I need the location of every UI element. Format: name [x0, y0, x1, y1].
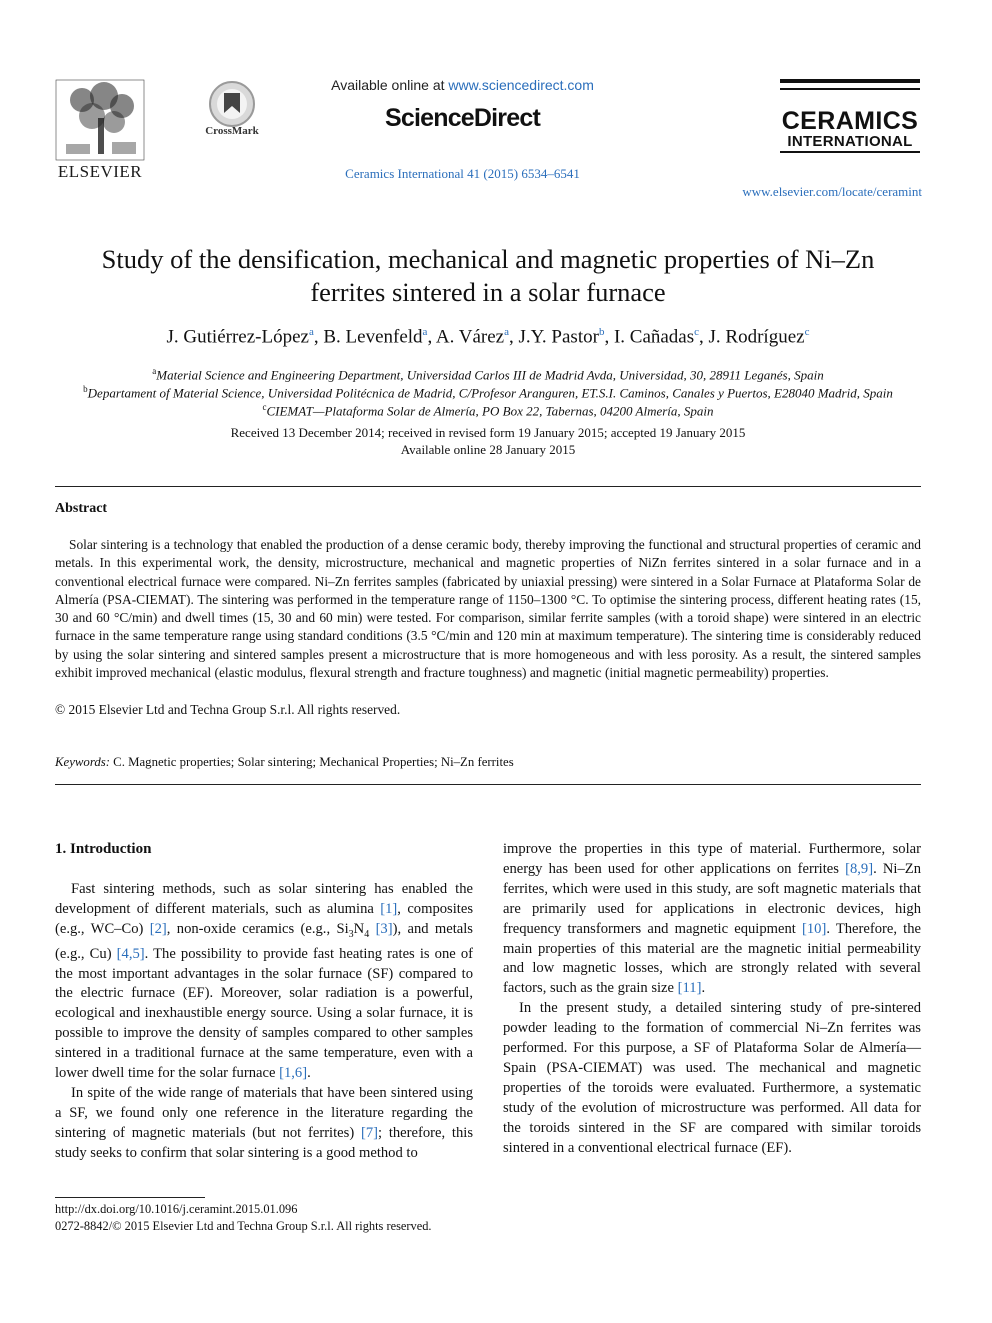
- journal-logo-bar-top-thin: [780, 88, 920, 90]
- divider-bottom: [55, 784, 921, 785]
- footer-info: [55, 1201, 432, 1235]
- citation-link[interactable]: [1]: [380, 900, 398, 917]
- affiliation-mark: b: [83, 384, 88, 394]
- available-online-prefix: Available online at: [331, 77, 449, 93]
- subscript: 3: [348, 928, 354, 940]
- paragraph: [503, 999, 921, 1158]
- journal-logo-bar-top: [780, 79, 920, 83]
- text-run: N: [353, 920, 365, 937]
- text-run: In spite of the wide range of materials that have been sintered using a SF, we found only one reference in the literature regarding the sintering of magnetic materials (but not ferrites): [55, 1084, 473, 1141]
- citation-link[interactable]: [4,5]: [116, 945, 145, 962]
- author-affiliation-mark[interactable]: c: [694, 326, 700, 338]
- text-run: .: [307, 1065, 311, 1082]
- article-title: [55, 243, 921, 309]
- sciencedirect-link[interactable]: www.sciencedirect.com: [448, 77, 594, 93]
- doi-link[interactable]: http://dx.doi.org/10.1016/j.ceramint.2015.01.096: [55, 1202, 298, 1216]
- citation-link[interactable]: [11]: [677, 980, 702, 997]
- author-affiliation-mark[interactable]: a: [504, 326, 510, 338]
- citation-link[interactable]: [3]: [375, 920, 393, 937]
- paragraph: [55, 880, 473, 1084]
- text-run: improve the properties in this type of material. Furthermore, solar energy has been used for other applications on ferrites: [503, 841, 921, 877]
- section-heading: 1. Introduction: [55, 841, 152, 857]
- journal-citation-link[interactable]: Ceramics International 41 (2015) 6534–6541: [345, 166, 580, 181]
- received-dates: Received 13 December 2014; received in revised form 19 January 2015; accepted 19 January 2015: [230, 425, 746, 440]
- author-affiliation-mark[interactable]: b: [598, 326, 605, 338]
- text-run: , composites (e.g., WC–Co): [55, 900, 473, 937]
- text-run: Fast sintering methods, such as solar sintering has enabled the development of different materials, such as alumina: [55, 881, 473, 917]
- citation-link[interactable]: [1,6]: [279, 1065, 308, 1082]
- abstract-heading: Abstract: [55, 501, 108, 516]
- author-name[interactable]: J.Y. Pastor: [518, 326, 599, 348]
- affiliation-c: [40, 398, 936, 420]
- crossmark-label: CrossMark: [205, 125, 259, 137]
- abstract-copyright: © 2015 Elsevier Ltd and Techna Group S.r.l. All rights reserved.: [55, 702, 401, 717]
- text-run: . Ni–Zn ferrites, which were used in this study, are soft magnetic materials that are primarily used for applications in electronic devices, high frequency transformers and magnetic equipment: [503, 860, 921, 937]
- issn-copyright: 0272-8842/© 2015 Elsevier Ltd and Techna Group S.r.l. All rights reserved.: [55, 1219, 432, 1233]
- footnote-divider: [55, 1197, 205, 1198]
- text-run: ; therefore, this study seeks to confirm that solar sintering is a good method to: [55, 1124, 473, 1161]
- available-online-line: [300, 77, 625, 93]
- affiliation-mark: a: [152, 366, 157, 376]
- keywords-label: Keywords:: [55, 755, 110, 769]
- text-run: . Therefore, the main properties of this material are the magnetic initial permeability and low magnetic losses, which are strongly related with several factors, such as the grain size: [503, 920, 921, 997]
- author-affiliation-mark[interactable]: a: [422, 326, 428, 338]
- affiliation-text: Departament of Material Science, Universidad Politécnica de Madrid, C/Profesor Aranguren, ET.S.I. Caminos, Canales y Puertos, E28040 Madrid, Spain: [87, 385, 893, 401]
- citation-link[interactable]: [7]: [360, 1124, 378, 1141]
- paragraph: [55, 1084, 473, 1164]
- publisher-logo-text: ELSEVIER: [57, 162, 143, 181]
- journal-logo-bar-bottom: [780, 151, 920, 153]
- author-list: J. Gutiérrez-López$^a$, B. Levenfeld$^a$, A. Várez$^a$, J.Y. Pastor$^b$, I. Cañadas$^c$, J. Rodríguez$^c$: [166, 326, 810, 348]
- text-run: , non-oxide ceramics (e.g., Si: [166, 920, 349, 937]
- citation-link[interactable]: [10]: [801, 920, 827, 937]
- abstract-body: [55, 536, 921, 682]
- text-run: .: [701, 980, 706, 997]
- affiliation-mark: c: [262, 402, 267, 412]
- text-run: ), and metals (e.g., Cu): [55, 920, 473, 962]
- keywords: [55, 755, 514, 770]
- author-name[interactable]: J. Gutiérrez-López: [166, 326, 309, 348]
- article-title-line-2: ferrites sintered in a solar furnace: [310, 277, 666, 307]
- available-online-date: Available online 28 January 2015: [400, 442, 576, 457]
- author-name[interactable]: A. Várez: [435, 326, 505, 348]
- paragraph: [503, 840, 921, 999]
- body-column-right: [503, 840, 921, 1159]
- text-run: In the present study, a detailed sintering study of pre-sintered powder leading to the formation of commercial Ni–Zn ferrites was performed. For this purpose, a SF of Plataforma Solar de Almería—Spain (PSA-CIEMAT) was used. The mechanical and magnetic properties of the toroids were evaluated. Furthermore, a systematic study of the evolution of microstructure was performed. All data for the toroids sintered in the SF are compared with similar toroids sintered in a conventional electrical furnace (EF).: [503, 1000, 921, 1156]
- abstract-text: Solar sintering is a technology that enabled the production of a dense ceramic body, thereby improving the functional and structural properties of ceramic and metals. In this experimental work, the density, microstructure, mechanical and magnetic properties of NiZn ferrites sintered in a solar furnace and in a conventional electrical furnace were compared. Ni–Zn ferrites samples (fabricated by uniaxial pressing) were sintered in a Solar Furnace at Plataforma Solar de Almería (PSA-CIEMAT). The sintering was performed in the temperature range of 1150–1300 °C. To optimise the sintering process, different heating rates (15, 30 and 60 °C/min) and dwell times (15, 30 and 60 min) were tested. For comparison, similar ferrite samples (with a toroid shape) were sintered in an electric furnace in the same temperature range using standard conditions (3.5 °C/min and 120 min at maximum temperature). The sintering time is considerably reduced by using the solar sintering and sintered samples present a microstructure that is more homogeneous and with less porosity. As a result, the sintered samples exhibit improved mechanical (elastic modulus, flexural strength and fracture toughness) and magnetic (initial magnetic permeability) properties.: [55, 537, 921, 681]
- author-name[interactable]: I. Cañadas: [613, 326, 695, 348]
- article-title-line-1: Study of the densification, mechanical and magnetic properties of Ni–Zn: [101, 244, 875, 274]
- affiliation-text: CIEMAT—Plataforma Solar de Almería, PO Box 22, Tabernas, 04200 Almería, Spain: [266, 403, 714, 419]
- journal-homepage-link[interactable]: www.elsevier.com/locate/ceramint: [742, 184, 922, 199]
- citation-link[interactable]: [2]: [149, 920, 167, 937]
- sciencedirect-logo: ScienceDirect: [385, 104, 540, 132]
- author-name[interactable]: J. Rodríguez: [708, 326, 805, 348]
- citation-link[interactable]: [8,9]: [845, 860, 874, 877]
- body-column-left: [55, 880, 473, 1164]
- author-name[interactable]: B. Levenfeld: [323, 326, 423, 348]
- subscript: 4: [364, 928, 370, 940]
- journal-name-international: INTERNATIONAL: [787, 133, 913, 150]
- text-run: . The possibility to provide fast heating rates is one of the most important advantages in the solar furnace (SF) compared to the electric furnace (EF). Moreover, solar radiation is a powerful, ecological and inexhaustible energy source. Using a solar furnace, it is possible to improve the density of samples compared to other samples sintered in a traditional furnace at the same temperature, even with a lower dwell time for the solar furnace: [55, 945, 473, 1082]
- author-affiliation-mark[interactable]: a: [308, 326, 314, 338]
- journal-name-ceramics: CERAMICS: [781, 107, 919, 135]
- keywords-text: C. Magnetic properties; Solar sintering; Mechanical Properties; Ni–Zn ferrites: [109, 755, 514, 769]
- author-affiliation-mark[interactable]: c: [804, 326, 810, 338]
- affiliation-text: Material Science and Engineering Department, Universidad Carlos III de Madrid Avda, Universidad, 30, 28911 Leganés, Spain: [156, 367, 824, 383]
- divider-top: [55, 486, 921, 487]
